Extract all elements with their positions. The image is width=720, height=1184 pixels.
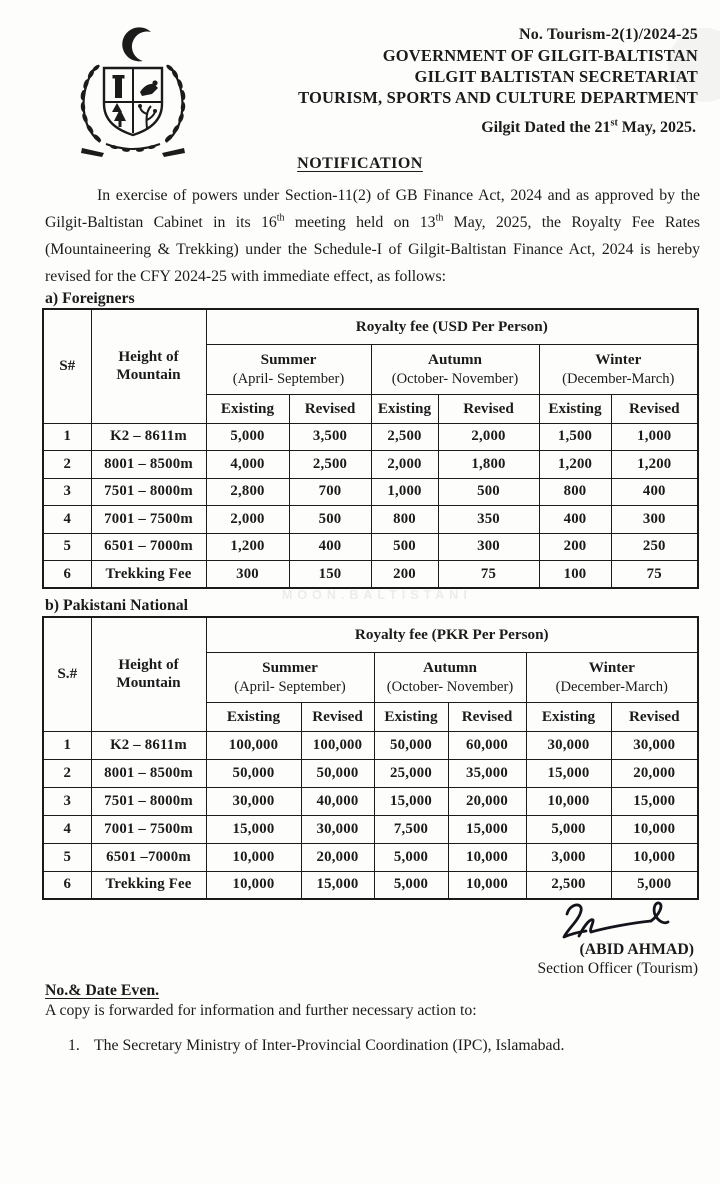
mountain-name: 7001 – 7500m — [91, 815, 206, 843]
fee-value: 400 — [611, 478, 698, 506]
paragraph-text: In exercise of powers under Section-11(2) of GB Finance Act, 2024 and as approved by the Gilgit-Baltistan Cabinet in its 16 — [45, 187, 700, 231]
revised-header: Revised — [448, 702, 526, 731]
season-name: Summer — [262, 658, 318, 676]
table-row — [43, 731, 698, 759]
org-line-government: GOVERNMENT OF GILGIT-BALTISTAN — [382, 46, 698, 65]
fee-value: 2,500 — [371, 423, 438, 451]
fee-value: 500 — [438, 478, 539, 506]
fee-value: 40,000 — [301, 787, 374, 815]
fee-value: 5,000 — [611, 871, 698, 899]
mountain-name: Trekking Fee — [91, 561, 206, 589]
fee-value: 4,000 — [206, 451, 289, 479]
fee-value: 50,000 — [206, 759, 301, 787]
fee-value: 30,000 — [206, 787, 301, 815]
fee-value: 800 — [371, 506, 438, 534]
serial-header: S# — [43, 309, 91, 423]
fee-value: 35,000 — [448, 759, 526, 787]
fee-value: 15,000 — [374, 787, 448, 815]
mountain-header-line2: Mountain — [116, 366, 181, 384]
section-label-pakistani-national: b) Pakistani National — [45, 597, 189, 614]
fee-value: 300 — [438, 533, 539, 561]
fee-value: 75 — [611, 561, 698, 589]
revised-header: Revised — [611, 394, 698, 423]
fee-header: Royalty fee (USD Per Person) — [206, 309, 698, 344]
season-header-summer — [206, 344, 371, 394]
season-range: (April- September) — [232, 370, 345, 387]
row-serial: 1 — [43, 731, 91, 759]
fee-value: 500 — [289, 506, 371, 534]
season-range: (October- November) — [391, 370, 519, 387]
fee-value: 30,000 — [611, 731, 698, 759]
fee-value: 10,000 — [448, 843, 526, 871]
fee-value: 20,000 — [448, 787, 526, 815]
org-line-secretariat: GILGIT BALTISTAN SECRETARIAT — [414, 67, 698, 86]
fee-value: 1,800 — [438, 451, 539, 479]
org-line-department: TOURISM, SPORTS AND CULTURE DEPARTMENT — [298, 88, 698, 107]
notification-title — [0, 155, 720, 173]
fee-value: 200 — [539, 533, 611, 561]
season-name: Winter — [588, 658, 635, 676]
fee-value: 15,000 — [448, 815, 526, 843]
existing-header: Existing — [206, 702, 301, 731]
fee-value: 15,000 — [526, 759, 611, 787]
fee-value: 10,000 — [526, 787, 611, 815]
item-text: The Secretary Ministry of Inter-Provincial Coordination (IPC), Islamabad. — [94, 1037, 565, 1054]
existing-header: Existing — [539, 394, 611, 423]
mountain-name: 7501 – 8000m — [91, 478, 206, 506]
mountain-header-line1: Height of — [118, 656, 179, 674]
season-name: Autumn — [422, 658, 478, 676]
date-line — [481, 119, 696, 137]
date-text-end: May, 2025. — [617, 119, 696, 136]
date-text: Gilgit Dated the 21 — [481, 119, 611, 136]
fee-value: 15,000 — [611, 787, 698, 815]
fee-value: 5,000 — [206, 423, 289, 451]
season-header-winter — [526, 652, 698, 702]
fee-value: 2,800 — [206, 478, 289, 506]
fee-value: 10,000 — [206, 843, 301, 871]
row-serial: 1 — [43, 423, 91, 451]
mountain-name: K2 – 8611m — [91, 423, 206, 451]
mountain-header-line2: Mountain — [116, 674, 181, 692]
fee-value: 300 — [611, 506, 698, 534]
notification-title-text: NOTIFICATION — [297, 155, 423, 172]
serial-header: S.# — [43, 617, 91, 731]
paragraph-text: May, 2025, the Royalty Fee Rates (Mountaineering & Trekking) under the Schedule-I of Gilgit-Baltistan Finance Act, 2024 is hereby revised for the CFY 2024-25 with immediate effect, as follows: — [45, 214, 700, 285]
table-row — [43, 815, 698, 843]
mountain-header — [91, 617, 206, 731]
fee-value: 10,000 — [448, 871, 526, 899]
table-row — [43, 561, 698, 589]
row-serial: 4 — [43, 815, 91, 843]
fee-value: 25,000 — [374, 759, 448, 787]
footer-heading: No.& Date Even. — [45, 982, 160, 999]
revised-header: Revised — [611, 702, 698, 731]
row-serial: 5 — [43, 533, 91, 561]
fee-value: 700 — [289, 478, 371, 506]
fee-value: 2,000 — [438, 423, 539, 451]
season-range: (April- September) — [234, 678, 346, 695]
fee-value: 150 — [289, 561, 371, 589]
season-name: Autumn — [427, 350, 483, 368]
fee-value: 1,200 — [539, 451, 611, 479]
mountain-name: 8001 – 8500m — [91, 451, 206, 479]
fee-value: 15,000 — [206, 815, 301, 843]
revised-header: Revised — [438, 394, 539, 423]
fee-value: 5,000 — [374, 843, 448, 871]
table-row — [43, 787, 698, 815]
season-range: (December-March) — [562, 370, 675, 387]
fee-value: 20,000 — [611, 759, 698, 787]
fee-value: 300 — [206, 561, 289, 589]
footer-copy-line: A copy is forwarded for information and further necessary action to: — [45, 1002, 477, 1019]
table-row — [43, 533, 698, 561]
item-number: 1. — [68, 1037, 80, 1054]
paragraph-text: meeting held on 13 — [284, 214, 436, 231]
mountain-header — [91, 309, 206, 423]
row-serial: 3 — [43, 478, 91, 506]
fee-value: 5,000 — [374, 871, 448, 899]
table-row — [43, 451, 698, 479]
ordinal-suffix: th — [435, 212, 444, 224]
pakistani-national-fee-table — [42, 616, 699, 900]
fee-value: 15,000 — [301, 871, 374, 899]
fee-value: 400 — [539, 506, 611, 534]
fee-value: 400 — [289, 533, 371, 561]
notification-paragraph — [45, 182, 700, 290]
fee-value: 500 — [371, 533, 438, 561]
fee-header: Royalty fee (PKR Per Person) — [206, 617, 698, 652]
mountain-name: K2 – 8611m — [91, 731, 206, 759]
row-serial: 2 — [43, 451, 91, 479]
fee-value: 3,500 — [289, 423, 371, 451]
mountain-name: 7501 – 8000m — [91, 787, 206, 815]
fee-value: 7,500 — [374, 815, 448, 843]
fee-value: 10,000 — [611, 815, 698, 843]
foreigners-fee-table — [42, 308, 699, 589]
ordinal-suffix: th — [276, 212, 285, 224]
fee-value: 250 — [611, 533, 698, 561]
fee-value: 1,500 — [539, 423, 611, 451]
mountain-name: 6501 – 7000m — [91, 533, 206, 561]
fee-value: 5,000 — [526, 815, 611, 843]
season-name: Winter — [595, 350, 642, 368]
fee-value: 3,000 — [526, 843, 611, 871]
table-row — [43, 506, 698, 534]
fee-value: 100,000 — [206, 731, 301, 759]
fee-value: 30,000 — [301, 815, 374, 843]
fee-value: 2,500 — [289, 451, 371, 479]
watermark-text: MOON.BALTISTANI — [282, 588, 472, 602]
fee-value: 50,000 — [301, 759, 374, 787]
fee-value: 2,500 — [526, 871, 611, 899]
season-header-summer — [206, 652, 374, 702]
fee-value: 2,000 — [206, 506, 289, 534]
fee-value: 1,200 — [206, 533, 289, 561]
mountain-header-line1: Height of — [118, 348, 179, 366]
letterhead-block — [228, 24, 698, 108]
row-serial: 4 — [43, 506, 91, 534]
season-range: (October- November) — [386, 678, 514, 695]
fee-value: 200 — [371, 561, 438, 589]
table-row — [43, 759, 698, 787]
fee-value: 1,000 — [611, 423, 698, 451]
section-label-foreigners: a) Foreigners — [45, 290, 135, 307]
fee-value: 800 — [539, 478, 611, 506]
footer-distribution-item — [68, 1037, 564, 1055]
mountain-name: 6501 –7000m — [91, 843, 206, 871]
fee-value: 75 — [438, 561, 539, 589]
existing-header: Existing — [374, 702, 448, 731]
fee-value: 60,000 — [448, 731, 526, 759]
fee-value: 10,000 — [206, 871, 301, 899]
season-range: (December-March) — [555, 678, 668, 695]
fee-value: 30,000 — [526, 731, 611, 759]
government-crest-icon — [52, 20, 214, 158]
season-name: Summer — [260, 350, 317, 368]
table-row — [43, 843, 698, 871]
existing-header: Existing — [206, 394, 289, 423]
mountain-name: Trekking Fee — [91, 871, 206, 899]
row-serial: 6 — [43, 561, 91, 589]
row-serial: 2 — [43, 759, 91, 787]
row-serial: 3 — [43, 787, 91, 815]
signatory-designation: Section Officer (Tourism) — [537, 960, 698, 977]
fee-value: 50,000 — [374, 731, 448, 759]
mountain-name: 7001 – 7500m — [91, 506, 206, 534]
season-header-autumn — [374, 652, 526, 702]
fee-value: 2,000 — [371, 451, 438, 479]
fee-value: 1,000 — [371, 478, 438, 506]
table-row — [43, 423, 698, 451]
date-ordinal-suffix: st — [610, 117, 618, 129]
revised-header: Revised — [301, 702, 374, 731]
revised-header: Revised — [289, 394, 371, 423]
fee-value: 1,200 — [611, 451, 698, 479]
fee-value: 20,000 — [301, 843, 374, 871]
signatory-name: (ABID AHMAD) — [579, 941, 694, 958]
fee-value: 100 — [539, 561, 611, 589]
mountain-name: 8001 – 8500m — [91, 759, 206, 787]
season-header-winter — [539, 344, 698, 394]
table-row — [43, 478, 698, 506]
row-serial: 6 — [43, 871, 91, 899]
reference-number: No. Tourism-2(1)/2024-25 — [518, 26, 698, 43]
season-header-autumn — [371, 344, 539, 394]
existing-header: Existing — [526, 702, 611, 731]
existing-header: Existing — [371, 394, 438, 423]
fee-value: 10,000 — [611, 843, 698, 871]
table-row — [43, 871, 698, 899]
fee-value: 100,000 — [301, 731, 374, 759]
row-serial: 5 — [43, 843, 91, 871]
fee-value: 350 — [438, 506, 539, 534]
